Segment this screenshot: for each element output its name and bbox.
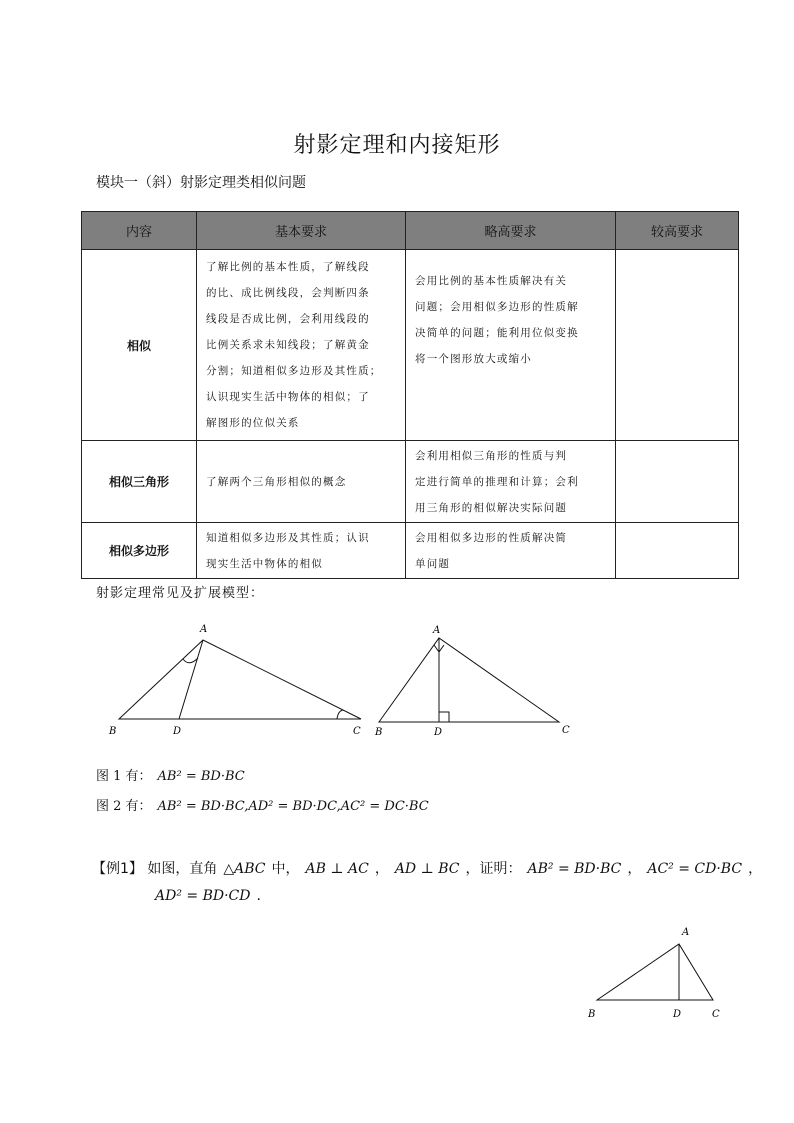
example-text: ， [374,861,389,877]
figure-1 [100,618,383,743]
table-header-row [82,212,739,250]
formula-1 [96,765,251,784]
triangle-abc [119,640,361,719]
cell-line: 单问题 [415,557,451,570]
row-highest [616,523,739,579]
label-b: B [588,1009,596,1020]
cell-line: 定进行简单的推理和计算；会利 [415,475,579,488]
formula-2-expr: AB² = BD·BC,AD² = BD·DC,AC² = DC·BC [157,799,429,814]
row-basic [197,441,406,523]
example-text: . [256,888,261,904]
example-math: AD ⊥ BC [394,861,460,877]
models-heading: 射影定理常见及扩展模型： [96,586,265,601]
module-heading: 模块一（斜）射影定理类相似问题 [96,175,306,191]
example-1-line-2 [155,888,261,904]
cell-line: 会用比例的基本性质解决有关 [415,275,568,287]
row-highest [616,441,739,523]
formula-1-expr: AB² = BD·BC [157,769,245,784]
right-angle-mark-d [439,712,449,722]
label-a: A [682,927,690,938]
cell-line: 问题；会用相似多边形的性质解 [415,301,579,313]
label-d: D [673,1009,682,1020]
header-highest: 较高要求 [616,212,739,250]
label-d: D [173,726,182,737]
cell-line: 了解两个三角形相似的概念 [206,475,347,488]
cell-line: 分割；知道相似多边形及其性质； [206,365,382,377]
cell-line: 会用相似多边形的性质解决简 [415,531,568,544]
example-math: AB² = BD·BC [527,861,622,877]
label-a: A [433,625,441,636]
label-b: B [109,726,117,737]
cell-line: 将一个图形放大或缩小 [415,353,532,365]
triangle-abc [379,638,559,722]
label-c: C [712,1009,720,1020]
example-text: ， [627,861,642,877]
formula-2-label: 图 2 有： [96,799,152,814]
cell-line: 知道相似多边形及其性质；认识 [206,531,370,544]
label-d: D [434,727,443,738]
label-c: C [562,725,570,736]
cell-line: 会利用相似三角形的性质与判 [415,449,568,462]
example-1-line-1 [92,858,762,878]
example-math: AD² = BD·CD [155,888,251,904]
table-row [82,523,739,579]
example-math: AC² = CD·BC [647,861,743,877]
row-topic: 相似 [82,250,197,441]
example-text: ，证明： [465,861,522,877]
row-higher [406,523,616,579]
cell-line: 比例关系求未知线段；了解黄金 [206,339,370,351]
example-tag: 【例1】 [92,861,143,877]
requirements-table [81,211,739,579]
cell-line: 现实生活中物体的相似 [206,557,323,570]
cell-line: 线段是否成比例，会利用线段的 [206,313,370,325]
label-c: C [353,726,361,737]
row-topic: 相似多边形 [82,523,197,579]
angle-mark-c [337,710,343,719]
row-higher [406,441,616,523]
label-b: B [375,727,383,738]
row-basic [197,250,406,441]
row-highest [616,250,739,441]
cell-line: 解图形的位似关系 [206,417,300,429]
figure-2 [370,618,580,743]
triangle-abc [597,944,713,1000]
table-row [82,441,739,523]
example-math: AB ⊥ AC [305,861,369,877]
cell-line: 了解比例的基本性质，了解线段 [206,261,370,273]
row-basic [197,523,406,579]
row-higher [406,250,616,441]
row-topic: 相似三角形 [82,441,197,523]
cell-line: 用三角形的相似解决实际问题 [415,501,568,514]
cell-line: 认识现实生活中物体的相似；了 [206,391,370,403]
table-row [82,250,739,441]
label-a: A [200,624,208,635]
example-text: 中， [271,861,300,877]
formula-1-label: 图 1 有： [96,769,152,784]
example-math: △ABC [223,861,266,877]
angle-mark-a [183,658,198,663]
example-text: ， [748,861,763,877]
figure-3 [580,920,730,1030]
cell-line: 决简单的问题；能利用位似变换 [415,327,579,339]
header-content: 内容 [82,212,197,250]
header-basic: 基本要求 [197,212,406,250]
formula-2 [96,795,435,814]
example-text: 如图，直角 [147,861,218,877]
page-title: 射影定理和内接矩形 [293,133,501,158]
cell-line: 的比、成比例线段，会判断四条 [206,287,370,299]
header-higher: 略高要求 [406,212,616,250]
